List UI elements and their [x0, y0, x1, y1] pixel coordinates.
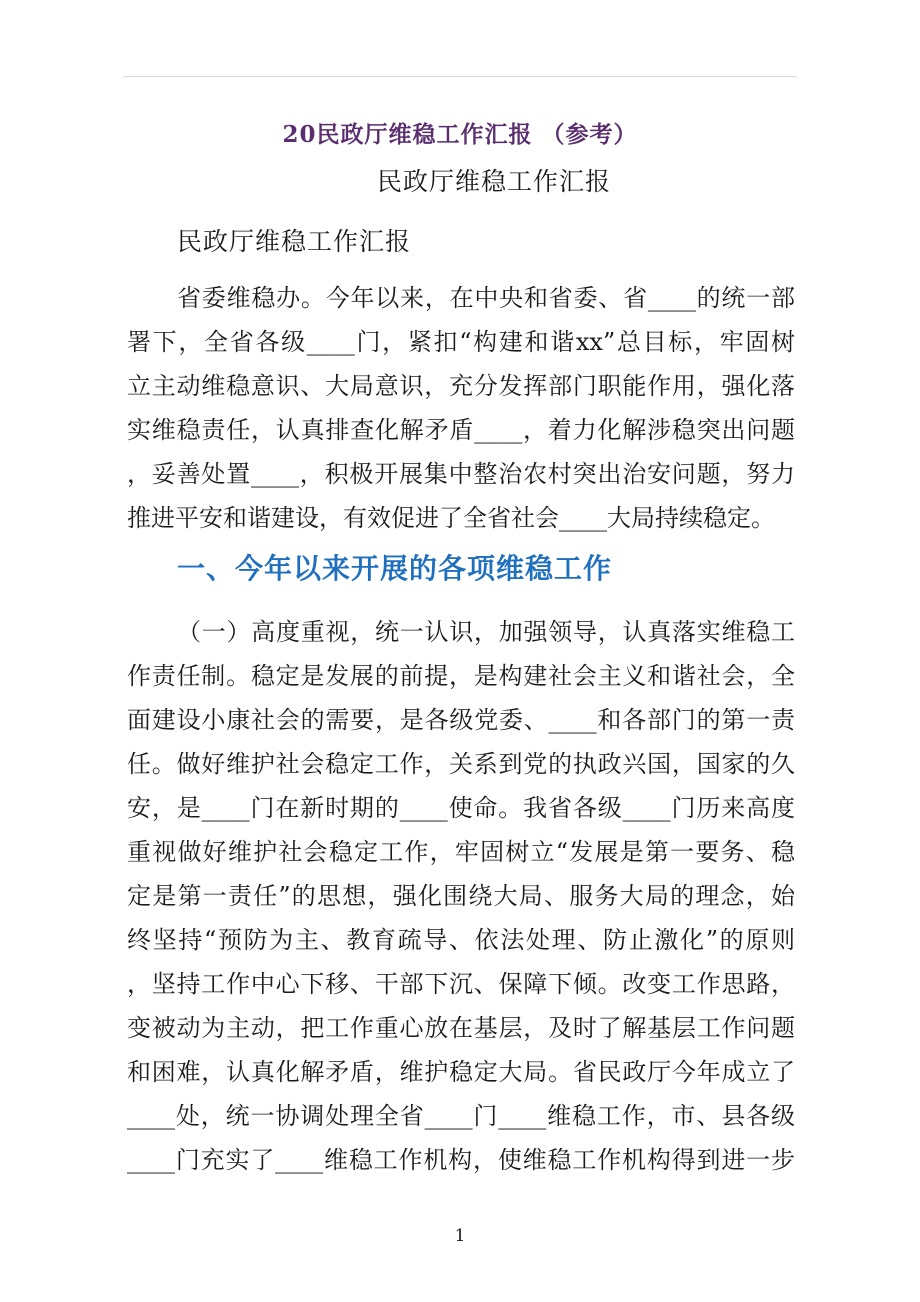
paragraph-line: 署下，全省各级____门，紧扣“构建和谐xx”总目标，牢固树 — [127, 328, 795, 356]
paragraph-line: 作责任制。稳定是发展的前提，是构建社会主义和谐社会，全 — [127, 662, 795, 690]
intro-heading: 民政厅维稳工作汇报 — [177, 227, 412, 256]
paragraph-line: ，妥善处置____，积极开展集中整治农村突出治安问题，努力 — [127, 460, 795, 488]
paragraph-line: 立主动维稳意识、大局意识，充分发挥部门职能作用，强化落 — [127, 372, 795, 400]
paragraph-line: 终坚持“预防为主、教育疏导、依法处理、防止激化”的原则 — [127, 926, 795, 954]
section-paragraph — [127, 610, 795, 1182]
paragraph-line: 变被动为主动，把工作重心放在基层，及时了解基层工作问题 — [127, 1014, 795, 1042]
paragraph-line: 重视做好维护社会稳定工作，牢固树立“发展是第一要务、稳 — [127, 838, 795, 866]
page-number: 1 — [454, 1226, 466, 1246]
document-title: 20民政厅维稳工作汇报 （参考） — [282, 121, 638, 148]
paragraph-line: 省委维稳办。今年以来，在中央和省委、省____的统一部 — [177, 284, 795, 312]
intro-paragraph — [127, 276, 795, 540]
paragraph-line: 和困难，认真化解矛盾，维护稳定大局。省民政厅今年成立了 — [127, 1058, 795, 1086]
paragraph-line: 推进平安和谐建设，有效促进了全省社会____大局持续稳定。 — [127, 504, 775, 532]
paragraph-line: ____门充实了____维稳工作机构，使维稳工作机构得到进一步 — [127, 1146, 795, 1174]
document-subtitle: 民政厅维稳工作汇报 — [377, 167, 612, 196]
paragraph-line: 定是第一责任”的思想，强化围绕大局、服务大局的理念，始 — [127, 882, 795, 910]
paragraph-line: 任。做好维护社会稳定工作，关系到党的执政兴国，国家的久 — [127, 750, 795, 778]
paragraph-line: ，坚持工作中心下移、干部下沉、保障下倾。改变工作思路， — [127, 970, 795, 998]
paragraph-line: ____处，统一协调处理全省____门____维稳工作，市、县各级 — [127, 1102, 795, 1130]
paragraph-line: 面建设小康社会的需要，是各级党委、____和各部门的第一责 — [127, 706, 795, 734]
paragraph-line: （一）高度重视，统一认识，加强领导，认真落实维稳工 — [177, 618, 795, 646]
section-heading: 一、今年以来开展的各项维稳工作 — [177, 552, 613, 585]
paragraph-line: 安，是____门在新时期的____使命。我省各级____门历来高度 — [127, 794, 795, 822]
header-rule — [123, 76, 797, 77]
paragraph-line: 实维稳责任，认真排查化解矛盾____，着力化解涉稳突出问题 — [127, 416, 795, 444]
